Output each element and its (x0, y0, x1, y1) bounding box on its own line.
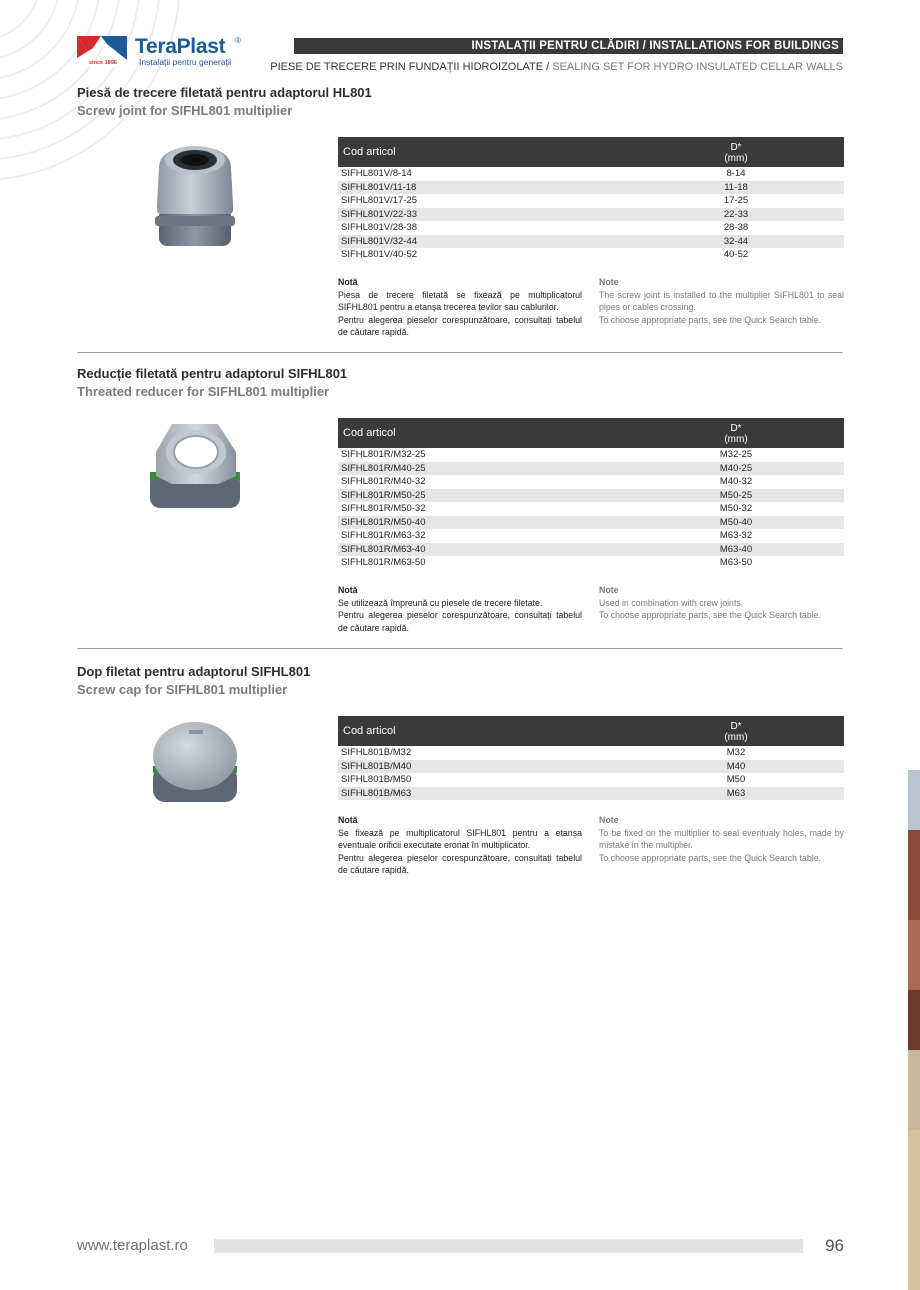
cell-code: SIFHL801R/M40-32 (341, 476, 426, 487)
col-header-diameter (628, 716, 844, 746)
cell-code: SIFHL801B/M32 (341, 747, 412, 758)
table-row (338, 448, 844, 462)
note-text: Se utilizează împreună cu piesele de trecere filetate. (338, 597, 543, 608)
cell-d: 11-18 (628, 181, 844, 195)
section-divider (77, 352, 843, 353)
col-header-d: D* (730, 721, 742, 732)
cell-code: SIFHL801B/M40 (338, 760, 628, 774)
col-header-code: Cod articol (338, 716, 628, 746)
cell-code: SIFHL801R/M40-25 (338, 462, 628, 476)
note-label: Notă (338, 277, 358, 287)
table-row (338, 248, 844, 262)
table-row (338, 489, 844, 503)
note-en (599, 276, 844, 326)
note-text: The screw joint is installed to the multiplier SIFHL801 to seal pipes or cables crossing. (599, 289, 844, 312)
cell-code: SIFHL801V/22-33 (338, 208, 628, 222)
page-number: 96 (825, 1236, 844, 1255)
logo-since: since 1896 (89, 60, 117, 66)
section-title-ro: Reducție filetată pentru adaptorul SIFHL801 (77, 366, 348, 381)
footer-bar (214, 1239, 803, 1253)
col-header-unit: (mm) (724, 732, 748, 743)
note-label: Notă (338, 585, 358, 595)
cell-d: M50 (726, 774, 746, 785)
screw-joint-icon (145, 138, 245, 258)
note-text: To choose appropriate parts, see the Quick Search table. (599, 852, 822, 863)
note-en (599, 814, 844, 864)
cell-code: SIFHL801V/32-44 (338, 235, 628, 249)
cell-d: 22-33 (628, 208, 844, 222)
note-text: Piesa de trecere filetată se fixează pe multiplicatorul SIFHL801 pentru a etanșa trecerea țevilor sau cablurilor. (338, 289, 582, 312)
cell-d: M40-32 (719, 476, 753, 487)
cell-d: M32 (726, 747, 746, 758)
cell-code: SIFHL801V/17-25 (341, 195, 418, 206)
col-header-diameter (628, 137, 844, 167)
table-row (338, 746, 844, 760)
side-photo-strip (908, 770, 920, 1290)
note-text: To choose appropriate parts, see the Quick Search table. (599, 314, 822, 325)
table-row (338, 760, 844, 774)
note-label: Note (599, 585, 619, 595)
cell-d: 8-14 (726, 168, 746, 179)
category-header-bar: INSTALAȚII PENTRU CLĂDIRI / INSTALLATIONS FOR BUILDINGS (294, 38, 843, 54)
cell-code: SIFHL801B/M63 (338, 787, 628, 801)
cell-code: SIFHL801R/M63-50 (341, 557, 426, 568)
table-row (338, 773, 844, 787)
cell-d: M63 (628, 787, 844, 801)
col-header-code: Cod articol (338, 418, 628, 448)
threaded-reducer-icon (140, 418, 250, 514)
cell-code: SIFHL801V/8-14 (341, 168, 412, 179)
cell-d: 32-44 (628, 235, 844, 249)
cell-code: SIFHL801B/M50 (341, 774, 412, 785)
table-row (338, 462, 844, 476)
note-text: Se fixează pe multiplicatorul SIFHL801 pentru a etanșa eventuale orificii executate eronat în multiplicator. (338, 827, 582, 850)
cell-d: 40-52 (723, 249, 749, 260)
note-text: To choose appropriate parts, see the Quick Search table. (599, 610, 822, 620)
section-title-ro: Dop filetat pentru adaptorul SIFHL801 (77, 664, 311, 679)
note-ro (338, 276, 582, 339)
note-text: Pentru alegerea pieselor corespunzătoare, consultați tabelul de căutare rapidă. (338, 610, 582, 633)
teraplast-logo[interactable] (77, 34, 247, 70)
table-row (338, 502, 844, 516)
cell-d: M63-32 (719, 530, 753, 541)
note-text: Used in combination with crew joints. (599, 597, 744, 608)
subcategory-ro: PIESE DE TRECERE PRIN FUNDAȚII HIDROIZOLATE / (270, 61, 550, 73)
cell-d: M50-32 (719, 503, 753, 514)
subcategory-header (270, 60, 843, 74)
note-ro (338, 584, 582, 634)
product-table (338, 716, 844, 800)
col-header-unit: (mm) (724, 434, 748, 445)
note-text: Pentru alegerea pieselor corespunzătoare, consultați tabelul de căutare rapidă. (338, 314, 582, 337)
cell-d: M63-50 (719, 557, 753, 568)
note-label: Note (599, 815, 619, 825)
cell-code: SIFHL801V/11-18 (338, 181, 628, 195)
subcategory-en: SEALING SET FOR HYDRO INSULATED CELLAR WALLS (552, 61, 843, 73)
cell-code: SIFHL801R/M50-25 (338, 489, 628, 503)
table-row (338, 556, 844, 570)
col-header-diameter (628, 418, 844, 448)
cell-d: M63-40 (628, 543, 844, 557)
col-header-code: Cod articol (338, 137, 628, 167)
note-label: Notă (338, 815, 358, 825)
product-table (338, 137, 844, 262)
col-header-d: D* (730, 142, 742, 153)
section-title-en: Screw cap for SIFHL801 multiplier (77, 682, 288, 697)
section-title-en: Screw joint for SIFHL801 multiplier (77, 103, 293, 118)
note-label: Note (599, 277, 619, 287)
cell-code: SIFHL801R/M63-32 (341, 530, 426, 541)
table-row (338, 221, 844, 235)
table-row (338, 516, 844, 530)
col-header-unit: (mm) (724, 153, 748, 164)
cell-d: M40-25 (628, 462, 844, 476)
logo-registered-mark: ® (235, 36, 241, 45)
cell-d: 17-25 (723, 195, 749, 206)
table-row (338, 167, 844, 181)
cell-code: SIFHL801R/M32-25 (341, 449, 426, 460)
cell-d: 28-38 (723, 222, 749, 233)
cell-code: SIFHL801R/M50-32 (341, 503, 426, 514)
cell-code: SIFHL801V/40-52 (341, 249, 418, 260)
table-row (338, 475, 844, 489)
cell-d: M50-40 (628, 516, 844, 530)
note-ro (338, 814, 582, 877)
table-row (338, 787, 844, 801)
cell-code: SIFHL801R/M50-40 (338, 516, 628, 530)
cell-d: M50-25 (628, 489, 844, 503)
table-row (338, 194, 844, 208)
table-row (338, 543, 844, 557)
cell-code: SIFHL801R/M63-40 (338, 543, 628, 557)
section-divider (77, 648, 843, 649)
cell-d: M40 (628, 760, 844, 774)
cell-d: M32-25 (719, 449, 753, 460)
note-en (599, 584, 844, 622)
table-row (338, 208, 844, 222)
section-title-en: Threated reducer for SIFHL801 multiplier (77, 384, 330, 399)
note-text: To be fixed on the multiplier to seal eventualy holes, made by mistake in the multiplier. (599, 827, 844, 850)
screw-cap-icon (143, 716, 247, 808)
table-row (338, 529, 844, 543)
footer-url-link[interactable]: www.teraplast.ro (77, 1237, 188, 1254)
logo-tagline: Instalații pentru generații (139, 57, 232, 67)
note-text: Pentru alegerea pieselor corespunzătoare, consultați tabelul de căutare rapidă. (338, 852, 582, 875)
product-table (338, 418, 844, 570)
table-row (338, 181, 844, 195)
section-title-ro: Piesă de trecere filetată pentru adaptorul HL801 (77, 85, 372, 100)
table-row (338, 235, 844, 249)
logo-brand-name: TeraPlast (135, 35, 226, 58)
cell-code: SIFHL801V/28-38 (341, 222, 418, 233)
col-header-d: D* (730, 423, 742, 434)
